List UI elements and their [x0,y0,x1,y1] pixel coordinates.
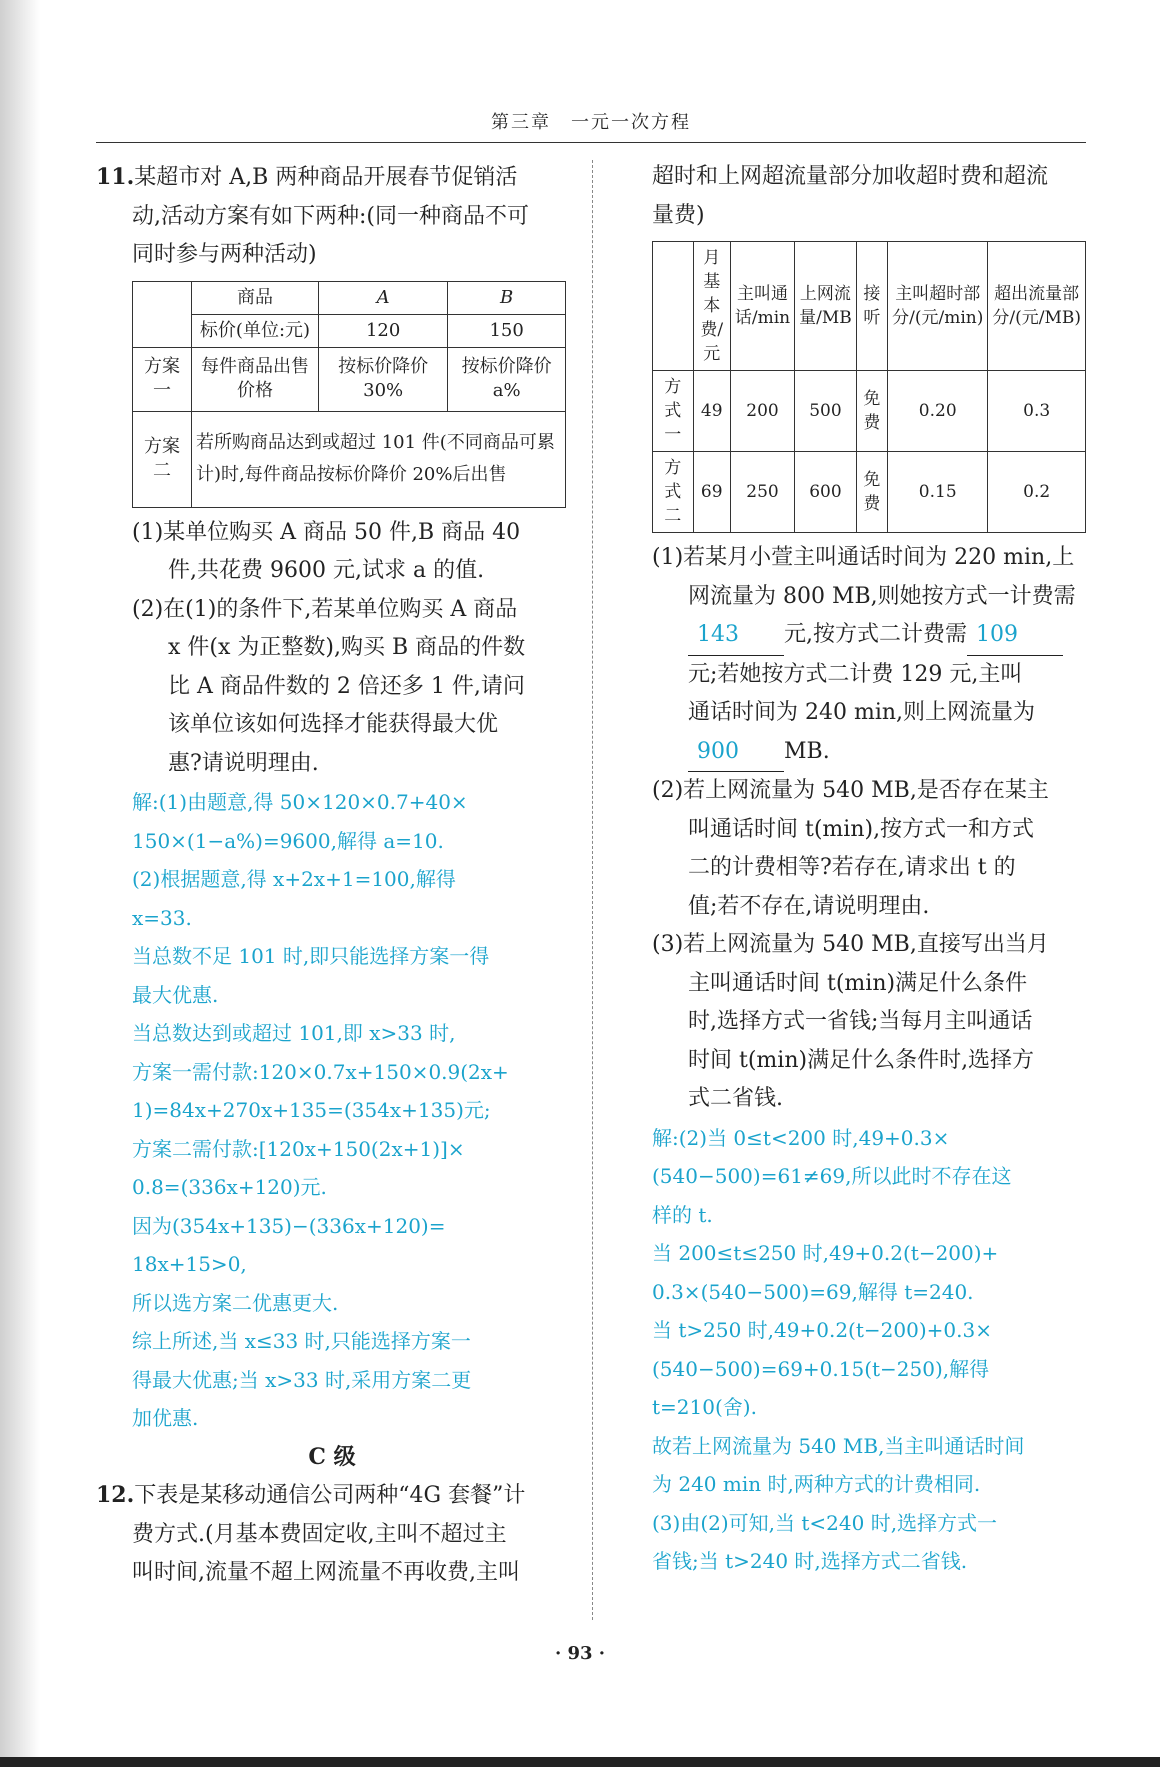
q12-intro-line4: 超时和上网超流量部分加收超时费和超流 [652,164,1049,189]
answer-blank-900: 900 [688,733,784,773]
q11-sol-line: 加优惠. [132,1406,199,1430]
q12-intro-line1: 下表是某移动通信公司两种“4G 套餐”计 [134,1483,526,1508]
q12-sol-line: 省钱;当 t>240 时,选择方式二省钱. [652,1549,968,1573]
q12-p1-line6: MB. [784,738,830,764]
q11-sol-line: 方案二需付款:[120x+150(2x+1)]× [132,1136,465,1161]
q12-p1-line3: 元,按方式二计费需 [784,622,967,647]
q12-p3-line2: 主叫通话时间 t(min)满足什么条件 [688,970,1028,996]
q11-p2-line2: x 件(x 为正整数),购买 B 商品的件数 [168,635,526,660]
left-column [96,158,568,1593]
q11-sol-line: 因为(354x+135)−(336x+120)= [132,1213,446,1238]
q12-intro-line3: 叫时间,流量不超上网流量不再收费,主叫 [132,1560,520,1585]
chapter-header: 第三章 一元一次方程 [491,112,691,133]
q11-plan1-b: 按标价降价 a% [448,347,566,411]
q12-sol-line: 样的 t. [652,1202,713,1227]
answer-blank-109: 109 [967,616,1063,656]
q12-sol-line: 故若上网流量为 540 MB,当主叫通话时间 [652,1433,1025,1458]
q12-r1-cell: 0.3 [988,371,1086,452]
q11-intro-line3: 同时参与两种活动) [132,242,317,267]
q11-table [132,281,566,508]
q12-r1-cell: 0.20 [888,371,988,452]
q12-intro-line5: 量费) [652,202,705,228]
q11-sol-line: 150×(1−a%)=9600,解得 a=10. [132,828,444,853]
q11-th-a: A [318,281,447,314]
header-rule [96,142,1086,143]
q12-sol-line: 当 200≤t≤250 时,49+0.2(t−200)+ [652,1241,999,1265]
q12-sol-line: 当 t>250 时,49+0.2(t−200)+0.3× [652,1318,992,1342]
right-column [652,158,1086,1581]
q12-intro [96,1476,568,1593]
q12-th-data: 上网流量/MB [795,242,857,371]
q12-th-overtime: 主叫超时部分/(元/min) [888,242,988,371]
q12-p2-line3: 二的计费相等?若存在,请求出 t 的 [688,855,1016,880]
q12-p2-line4: 值;若不存在,请说明理由. [688,893,930,919]
q12-sol-line: 0.3×(540−500)=69,解得 t=240. [652,1279,974,1304]
q12-sol-line: 解:(2)当 0≤t<200 时,49+0.3× [652,1125,950,1150]
q12-r1-cell: 200 [730,371,794,452]
q12-p3-line3: 时,选择方式一省钱;当每月主叫通话 [688,1009,1033,1034]
q11-sol-line: 18x+15>0, [132,1252,247,1276]
q12-intro-line2: 费方式.(月基本费固定收,主叫不超过主 [132,1521,507,1547]
q11-intro [96,158,568,275]
q12-th-call: 主叫通话/min [730,242,794,371]
q12-p3-line5: 式二省钱. [688,1086,783,1111]
q12-table [652,241,1086,533]
q11-price-b: 150 [448,314,566,347]
q11-sol-line: 得最大优惠;当 x>33 时,采用方案二更 [132,1367,472,1392]
q12-solution [652,1119,1086,1581]
q12-sol-line: (540−500)=69+0.15(t−250),解得 [652,1356,990,1381]
q12-th-base: 月基本费/元 [693,242,730,371]
q12-p1-line1: (1)若某月小萱主叫通话时间为 220 min,上 [652,545,1075,570]
q12-r1-label: 方式一 [653,371,694,452]
q12-r2-label: 方式二 [653,452,694,533]
q11-price-label: 标价(单位:元) [192,314,319,347]
column-divider [592,160,593,1620]
q11-part1 [96,514,568,591]
q11-sol-line: 方案一需付款:120×0.7x+150×0.9(2x+ [132,1059,509,1084]
q12-r1-cell: 49 [693,371,730,452]
page-edge-shadow [0,0,40,1767]
q11-sol-line: 解:(1)由题意,得 50×120×0.7+40× [132,790,468,814]
q11-p1-line1: (1)某单位购买 A 商品 50 件,B 商品 40 [132,519,521,545]
q12-th-listen: 接听 [856,242,887,371]
q12-r2-cell: 0.2 [988,452,1086,533]
q11-intro-line1: 某超市对 A,B 两种商品开展春节促销活 [134,165,518,190]
q12-sol-line: (3)由(2)可知,当 t<240 时,选择方式一 [652,1510,998,1535]
q12-part2 [652,772,1086,926]
q12-th-overdata: 超出流量部分/(元/MB) [988,242,1086,371]
q11-p2-line1: (2)在(1)的条件下,若某单位购买 A 商品 [132,596,518,622]
q12-r2-cell: 0.15 [888,452,988,533]
q11-number: 11. [96,164,135,190]
q12-r2-cell: 免费 [856,452,887,533]
q11-p2-line4: 该单位该如何选择才能获得最大优 [168,712,499,737]
q11-sol-line: x=33. [132,905,192,930]
q12-number: 12. [96,1482,135,1508]
q11-intro-line2: 动,活动方案有如下两种:(同一种商品不可 [132,203,529,229]
q12-sol-line: 为 240 min 时,两种方式的计费相同. [652,1472,981,1496]
answer-blank-143: 143 [688,616,784,656]
q12-p3-line4: 时间 t(min)满足什么条件时,选择方 [688,1047,1035,1073]
q11-solution [96,783,568,1438]
q11-plan1-label: 方案一 [133,347,192,411]
q11-sol-line: 综上所述,当 x≤33 时,只能选择方案一 [132,1329,471,1353]
q12-p2-line2: 叫通话时间 t(min),按方式一和方式 [688,816,1035,842]
q11-th-goods: 商品 [192,281,319,314]
q12-p1-line5: 通话时间为 240 min,则上网流量为 [688,700,1036,725]
page-number: · 93 · [554,1643,606,1664]
q11-plan2-text: 若所购商品达到或超过 101 件(不同商品可累计)时,每件商品按标价降价 20%后出售 [192,411,566,507]
q11-sol-line: 当总数不足 101 时,即只能选择方案一得 [132,944,490,968]
q11-sol-line: 当总数达到或超过 101,即 x>33 时, [132,1021,456,1045]
q12-sol-line: (540−500)=61≠69,所以此时不存在这 [652,1164,1012,1188]
q11-sol-line: 1)=84x+270x+135=(354x+135)元; [132,1098,491,1122]
q11-th-b: B [448,281,566,314]
q11-plan2-label: 方案二 [133,411,192,507]
q11-part2 [96,591,568,784]
q11-p2-line5: 惠?请说明理由. [168,750,319,776]
q11-price-a: 120 [318,314,447,347]
q12-r2-cell: 69 [693,452,730,533]
q12-intro-cont [652,158,1086,235]
q11-plan1-a: 按标价降价 30% [318,347,447,411]
q11-p1-line2: 件,共花费 9600 元,试求 a 的值. [168,558,485,583]
q12-sol-line: t=210(舍). [652,1395,757,1419]
q12-p2-line1: (2)若上网流量为 540 MB,是否存在某主 [652,778,1049,803]
q11-plan1-item: 每件商品出售价格 [192,347,319,411]
q12-r2-cell: 600 [795,452,857,533]
q11-sol-line: (2)根据题意,得 x+2x+1=100,解得 [132,867,456,891]
q12-p3-line1: (3)若上网流量为 540 MB,直接写出当月 [652,932,1049,957]
q12-p1-line4: 元;若她按方式二计费 129 元,主叫 [688,661,1023,687]
q12-r1-cell: 500 [795,371,857,452]
q11-sol-line: 最大优惠. [132,982,219,1007]
q11-p2-line3: 比 A 商品件数的 2 倍还多 1 件,请问 [168,673,525,699]
q12-p1-line2: 网流量为 800 MB,则她按方式一计费需 [688,583,1076,609]
bottom-edge-bar [0,1757,1160,1767]
q11-sol-line: 所以选方案二优惠更大. [132,1290,339,1315]
q12-part3 [652,926,1086,1119]
q12-part1 [652,539,1086,772]
q11-sol-line: 0.8=(336x+120)元. [132,1175,327,1199]
q12-r2-cell: 250 [730,452,794,533]
q12-r1-cell: 免费 [856,371,887,452]
level-heading: C 级 [308,1443,356,1470]
